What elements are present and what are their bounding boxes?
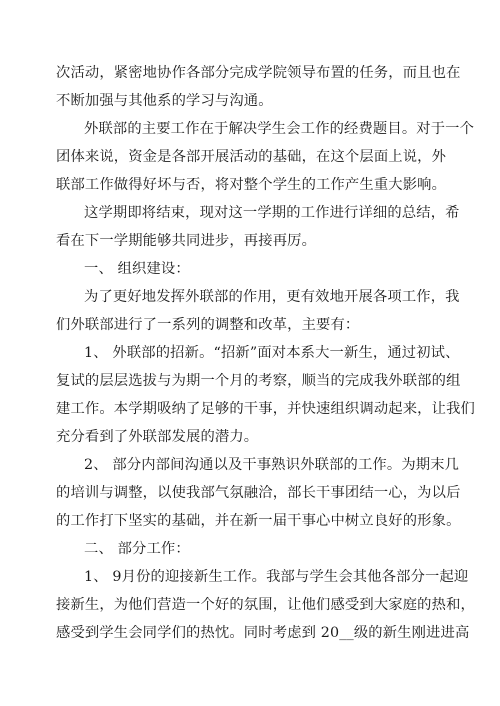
paragraph-line: 的工作打下坚实的基础，并在新一届干事心中树立良好的形象。 — [56, 513, 461, 529]
paragraph-line: 建工作。本学期吸纳了足够的干事，并快速组织调动起来，让我们 — [56, 401, 475, 417]
paragraph-line: 的培训与调整，以使我部气氛融洽，部长干事团结一心，为以后 — [56, 485, 461, 501]
paragraph-line: 团体来说，资金是各部开展活动的基础，在这个层面上说，外 — [56, 149, 447, 165]
paragraph-line: 外联部的主要工作在于解决学生会工作的经费题目。对于一个 — [84, 121, 475, 137]
paragraph-line: 1、 外联部的招新。“招新”面对本系大一新生，通过初试、 — [84, 345, 460, 361]
paragraph-line: 感受到学生会同学们的热忱。同时考虑到 20__级的新生刚进进高 — [56, 625, 470, 641]
paragraph-line: 接新生，为他们营造一个好的氛围，让他们感受到大家庭的热和， — [56, 597, 475, 613]
paragraph-line: 次活动，紧密地协作各部分完成学院领导布置的任务，而且也在 — [56, 65, 461, 81]
paragraph-line: 这学期即将结束，现对这一学期的工作进行详细的总结，希 — [84, 205, 460, 221]
section-heading: 二、 部分工作： — [84, 541, 190, 557]
section-heading: 一、 组织建设： — [84, 261, 190, 277]
paragraph-line: 为了更好地发挥外联部的作用，更有效地开展各项工作，我 — [84, 289, 460, 305]
paragraph-line: 1、 9月份的迎接新生工作。我部与学生会其他各部分一起迎 — [84, 569, 469, 585]
paragraph-line: 充分看到了外联部发展的潜力。 — [56, 429, 259, 445]
paragraph-line: 复试的层层选拔与为期一个月的考察，顺当的完成我外联部的组 — [56, 373, 461, 389]
paragraph-line: 2、 部分内部间沟通以及干事熟识外联部的工作。为期末几 — [84, 457, 460, 473]
paragraph-line: 不断加强与其他系的学习与沟通。 — [56, 93, 273, 109]
paragraph-line: 联部工作做得好坏与否，将对整个学生的工作产生重大影响。 — [56, 177, 447, 193]
paragraph-line: 们外联部进行了一系列的调整和改革，主要有： — [56, 317, 360, 333]
paragraph-line: 看在下一学期能够共同进步，再接再厉。 — [56, 233, 317, 249]
